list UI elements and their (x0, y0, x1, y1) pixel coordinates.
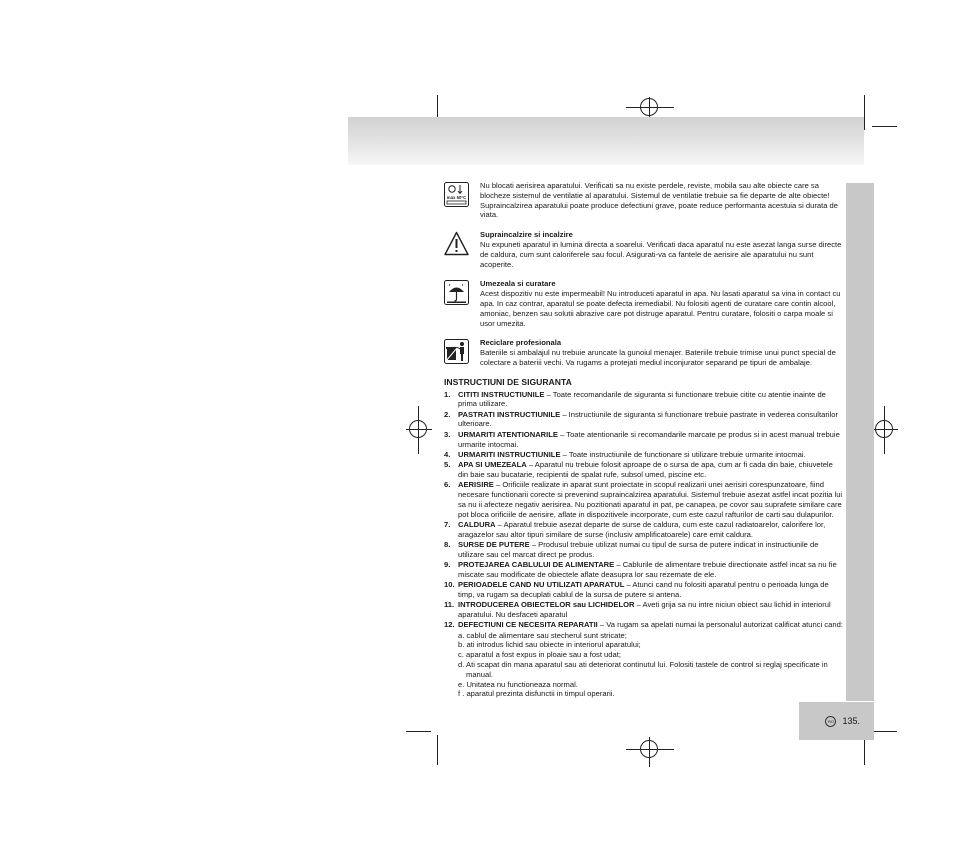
safety-heading: INSTRUCTIUNI DE SIGURANTA (444, 376, 572, 387)
content-column (444, 181, 844, 699)
recycling-block (444, 338, 844, 367)
crop-mark (864, 95, 865, 130)
block-text: Nu blocati aerisirea aparatului. Verificati sa nu existe perdele, reviste, mobila sau alte obiecte care sa blocheze sistemul de ventilatie al aparatului. Sistemul de ventilatie trebuie sa fie departe de alte obiecte! Supraincalzirea aparatului poate produce defectiuni grave, poate reduce performanta acestuia si durata de viata. (480, 181, 838, 220)
ventilation-block (444, 181, 844, 220)
instruction-item: 2. PASTRATI INSTRUCTIUNILE – Instructiunile de siguranta si functionare trebuie pastrate in vederea consultarilor ulterioare. (444, 409, 838, 429)
instruction-item: 6. AERISIRE – Orificiile realizate in aparat sunt proiectate in scopul realizarii unei aerisiri corespunzatoare, fiind necesare functionarii corecte si prevenind supraincalzirea aparatului. Sistemul trebuie asezat astfel incat pozitia lui sa nu ii afecteze negativ aerisirea. Nu pozitionati aparatul in pat, pe canapea, pe covor sau suprafete similare care pot bloca orificiile de aerisire, aflate in dispozitivele incorporate, cum este cazul rafturilor de carti sau dulapurilor. (444, 480, 843, 519)
sub-item: d. Ati scapat din mana aparatul sau ati deteriorat continutul lui. Folositi tastele de control si reglaj specificate in manual. (458, 660, 828, 679)
instruction-item: 7. CALDURA – Aparatul trebuie asezat departe de surse de caldura, cum este cazul radiatoarelor, calorifere lor, aragazelor sau altor tipuri similare de surse (inclusiv amplificatoarele) care emit caldura. (444, 519, 826, 539)
language-icon: RO (825, 716, 836, 727)
page-number: 135. (842, 716, 860, 726)
registration-mark (406, 406, 432, 454)
sub-item: f . aparatul prezinta disfunctii in timpul operarii. (458, 689, 615, 699)
instruction-item: 9. PROTEJAREA CABLULUI DE ALIMENTARE – Cablurile de alimentare trebuie directionate astfel incat sa nu fie miscate sau modificate de obiectele aflate deasupra lor sau rezemate de ele. (444, 560, 837, 579)
header-band (348, 117, 864, 165)
instruction-item: 4. URMARITI INSTRUCTIUNILE – Toate instructiunile de functionare si utilizare trebuie urmarite intocmai. (444, 449, 806, 459)
recycle-bin-icon (444, 339, 469, 364)
overheating-block (444, 230, 844, 269)
instruction-item: 11. INTRODUCEREA OBIECTELOR sau LICHIDELOR – Aveti grija sa nu intre niciun obiect sau lichid in interiorul aparatului. Nu desfaceti aparatul (444, 600, 831, 620)
ventilation-icon (444, 182, 469, 207)
registration-mark (872, 406, 898, 454)
sub-item: a. cablul de alimentare sau stecherul sunt stricate; (458, 630, 627, 640)
block-title: Supraincalzire si incalzire (480, 230, 573, 240)
instruction-item: 1. CITITI INSTRUCTIUNILE – Toate recomandarile de siguranta si functionare trebuie citite cu atentie inainte de prima utilizare. (444, 389, 826, 409)
block-text: Bateriile si ambalajul nu trebuie aruncate la gunoiul menajer. Bateriile trebuie trimise unui punct special de colectare a bateriii vechi. Va rugams a protejati mediul inconjurator separand pe tipuri de ambalaje. (480, 348, 836, 367)
warning-triangle-icon (444, 231, 469, 256)
registration-mark (626, 97, 674, 117)
sub-item: b. ati introdus lichid sau obiecte in interiorul aparatului; (458, 640, 641, 650)
instruction-item: 3. URMARITI ATENTIONARILE – Toate atentionarile si recomandarile marcate pe produs si in acest manual trebuie urmarite intocmai. (444, 429, 840, 449)
block-text: Acest dispozitiv nu este impermeabil! Nu introduceti aparatul in apa. Nu lasati aparatul sa vina in contact cu apa. In caz contrar, aparatul se poate defecta iremediabil. Nu folositi agenti de curatare care contin alcool, amoniac, benzen sau solutii abrazive care pot distruge aparatul. Pentru curatare, folositi o carpa moale si usor umezita. (480, 289, 841, 328)
crop-mark (437, 735, 438, 765)
umbrella-icon (444, 280, 469, 305)
block-title: Umezeala si curatare (480, 279, 556, 289)
page-number-box (799, 702, 874, 740)
instruction-item: 12. DEFECTIUNI CE NECESITA REPARATII – Va rugam sa apelati numai la personalul autorizat calificat atunci cand: (444, 620, 843, 630)
crop-mark (872, 126, 897, 127)
block-title: Reciclare profesionala (480, 338, 562, 348)
registration-mark (626, 737, 674, 767)
moisture-block (444, 279, 844, 328)
instruction-item: 10. PERIOADELE CAND NU UTILIZATI APARATUL – Atunci cand nu folositi aparatul pentru o perioada lunga de timp, va rugam sa decuplati cablul de la sursa de putere si antena. (444, 580, 829, 599)
instruction-item: 5. APA SI UMEZEALA – Aparatul nu trebuie folosit aproape de o sursa de apa, cum ar fi cada din baie, chiuvetele din baie sau bucatarie, recipientii de spalat rufe, subsol umed, piscine etc. (444, 460, 833, 479)
instruction-item: 8. SURSE DE PUTERE – Produsul trebuie utilizat numai cu tipul de sursa de putere indicat in instructiunile de utilizare sau cel marcat direct pe produs. (444, 540, 819, 559)
crop-mark (406, 731, 431, 732)
side-tab (846, 183, 874, 701)
instruction-list (444, 390, 844, 700)
max-temp-label: max 50°C (446, 195, 467, 200)
sub-item: c. aparatul a fost expus in ploaie sau a fost udat; (458, 650, 621, 660)
crop-mark (872, 731, 897, 732)
block-text: Nu expuneti aparatul in lumina directa a soarelui. Verificati daca aparatul nu este asezat langa surse directe de caldura, cum sunt caloriferele sau focul. Asigurati-va ca fantele de aerisire ale aparatului nu sunt acoperite. (480, 239, 842, 269)
sub-item: e. Unitatea nu functioneaza normal. (458, 679, 578, 689)
